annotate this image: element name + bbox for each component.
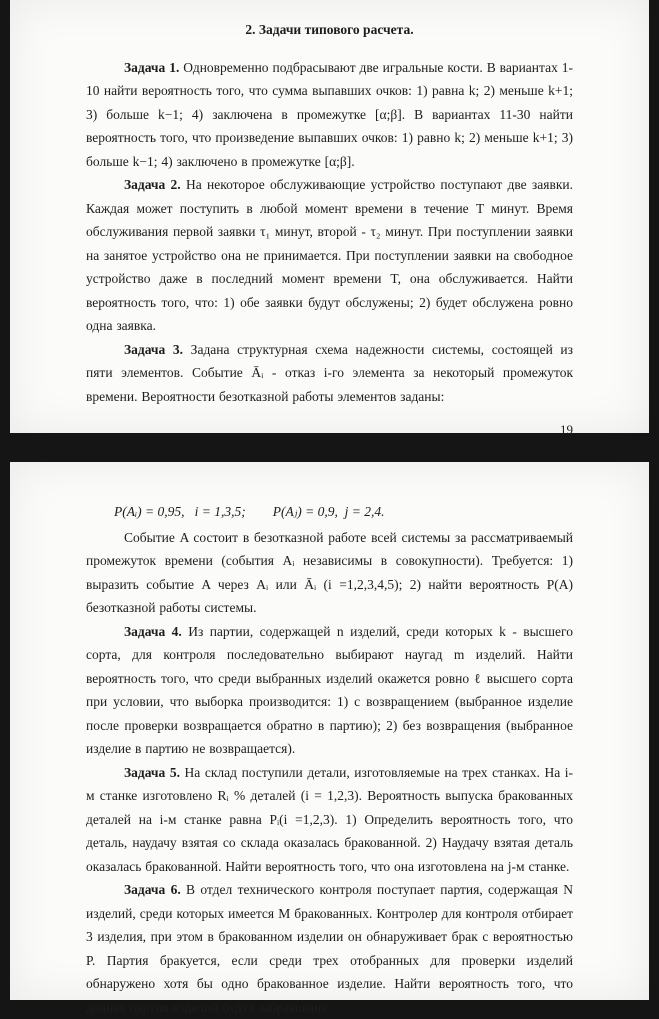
section-title: 2. Задачи типового расчета. [245, 22, 414, 37]
task-3-text: Задана структурная схема надежности системы, состоящей из пяти элементов. Событие Āᵢ - отказ i-го элемента за некоторый промежуток времени. Вероятности безотказной работы элементов заданы: [86, 341, 573, 404]
task-5-paragraph [86, 761, 573, 879]
page-20 [10, 462, 649, 1015]
task-2-paragraph [86, 173, 573, 338]
page-19 [10, 0, 649, 437]
task-5-text: На склад поступили детали, изготовляемые на трех станках. На i-м станке изготовлено Rᵢ % деталей (i = 1,2,3). Вероятность выпуска бракованных деталей на i-м станке равна Pᵢ(i =1,2,3). 1) Определить вероятность того, что деталь, наудачу взятая со склада оказалась бракованной. 2) Наудачу взятая деталь оказалась бракованной. Найти вероятность того, что она изготовлена на j-м станке. [86, 764, 573, 874]
task-3-label: Задача 3. [124, 341, 184, 357]
task-1-paragraph [86, 56, 573, 174]
task-2-label: Задача 2. [124, 177, 181, 192]
task-5-label: Задача 5. [124, 764, 180, 780]
task-4-text: Из партии, содержащей n изделий, среди которых k - высшего сорта, для контроля последовательно выбирают наугад m изделий. Найти вероятность того, что среди выбранных изделий окажется ровно ℓ высшего сорта при условии, что выборка производится: 1) с возвращением (выбранное изделие после проверки возвращается обратно в партию); 2) без возвращения (выбранное изделие в партию не возвращается). [86, 623, 573, 756]
task-4-label: Задача 4. [124, 623, 182, 639]
task-1-label: Задача 1. [124, 59, 180, 75]
system-event-paragraph [86, 526, 573, 620]
task-1-text: Одновременно подбрасывают две игральные кости. В вариантах 1-10 найти вероятность того, что сумма выпавших очков: 1) равна k; 2) меньше k+1; 3) больше k−1; 4) заключена в промежутке [α;β]. В вариантах 11-30 найти вероятность того, что произведение выпавших очков: 1) равно k; 2) меньше k+1; 3) больше k−1; 4) заключено в промежутке [α;β]. [86, 59, 574, 169]
task-4-paragraph [86, 620, 573, 761]
task-2-text: На некоторое обслуживающие устройство поступают две заявки. Каждая может поступить в любой момент времени в течение T минут. Время обслуживания первой заявки τ₁ минут, второй - τ₂ минут. При поступлении заявки на занятое устройство она не принимается. При поступлении заявки на свободное устройство даже в последний момент времени T, она обслуживается. Найти вероятность того, что: 1) обе заявки будут обслужены; 2) будет обслужена ровно одна заявка. [86, 177, 573, 333]
task-6-text: В отдел технического контроля поступает партия, содержащая N изделий, среди которых имеется M бракованных. Контролер для контроля отбирает 3 изделия, при этом в бракованном изделии он обнаруживает брак с вероятностью P. Партия бракуется, если среди трех отобранных для проверки изделий обнаружено хотя бы одно бракованное изделие. Найти вероятность того, что данная партия изделий будут забракована. [86, 882, 573, 1015]
probability-formula: P(Aᵢ) = 0,95, i = 1,3,5; P(Aⱼ) = 0,9, j = 2,4. [114, 504, 385, 519]
page-number: 19 [560, 422, 573, 437]
task-3-paragraph [86, 338, 573, 409]
task-6-label: Задача 6. [124, 882, 181, 897]
task-6-paragraph [86, 878, 573, 1019]
system-event-text: Событие A состоит в безотказной работе всей системы за рассматриваемый промежуток времени (события Aᵢ независимы в совокупности). Требуется: 1) выразить событие A через Aᵢ или Āᵢ (i =1,2,3,4,5); 2) найти вероятность P(A) безотказной работы системы. [86, 529, 573, 615]
